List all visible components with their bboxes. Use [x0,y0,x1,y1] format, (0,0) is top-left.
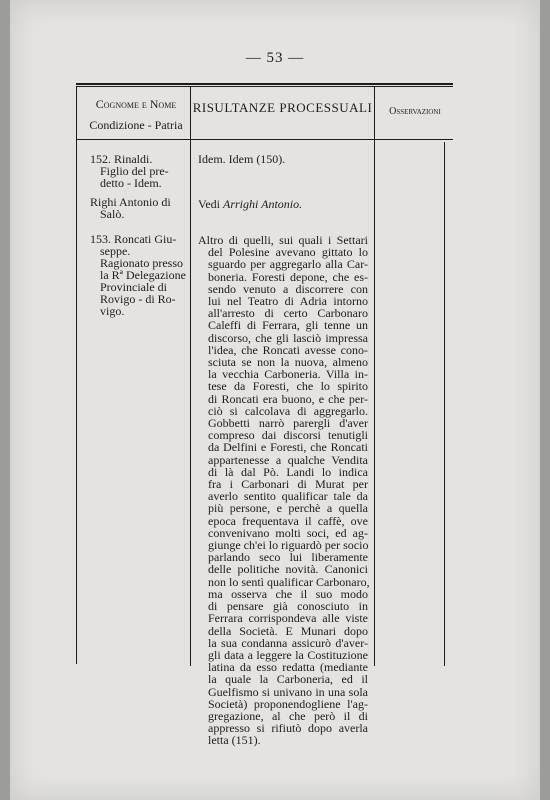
person-line: Provinciale di [100,280,167,294]
result-line: Caleffi di Ferrara, gli tenne un [208,318,368,333]
header-condition-label: Condizione - Patria [89,118,183,132]
header-results-column: RISULTANZE PROCESSUALI [192,100,373,115]
table-right-border [444,142,445,666]
result-line: la sua condanna assicurò d'aver- [208,635,368,650]
person-line: 153. Roncati Giu- [90,232,177,246]
result-line: di Roncati era buono, e che per- [208,391,368,406]
person-line: detto - Idem. [100,176,162,190]
result-line: fra i Carbonari di Murat per [208,477,368,492]
table-top-rule-thin [76,86,453,87]
header-name-column [82,94,190,136]
page-number: — 53 — [245,50,305,66]
result-line: Società) proponendogliene l'ag- [208,696,368,711]
result-line: giunge ch'ei lo riguardò per socio [208,538,369,553]
result-line: appartenesse a qualche Vendita [208,452,368,467]
entry-righi-result [198,198,368,210]
result-line: tese da Foresti, che lo spirito [208,379,368,394]
result-line: gli data a leggere la Costituzione [208,647,368,662]
result-line: compreso dai discorsi tenutigli [208,428,368,443]
person-line: Righi Antonio di [90,195,171,209]
result-line: la quale la Carboneria, ed il [208,672,368,687]
result-line: di pensare già conosciuto in [208,599,368,614]
result-line: l'idea, che Roncati avesse cono- [208,342,368,357]
result-line: non lo sentì qualificar Carbonaro, [208,574,370,589]
result-line: gregazione, al che però il di [208,708,368,723]
result-line: sciuta se non la nuova, almeno [208,355,368,370]
result-line: convenivano molti soci, ed ag- [208,525,368,540]
result-line: discorso, che gli lasciò impressa [208,330,368,345]
result-line: la vecchia Carboneria. Villa in- [208,367,368,382]
result-line: di là dal Pò. Landi lo indica [208,464,368,479]
result-line: averlo sentito qualificar tale da [208,489,368,504]
result-line: lui nel Teatro di Adria intorno [208,294,368,309]
person-line: Salò. [100,207,125,221]
result-line: epoca frequentava il caffè, ove [208,513,368,528]
result-line: letta (151). [208,733,261,748]
person-line: vigo. [100,304,125,318]
entry-152-person [90,153,186,189]
result-line: boneria. Foresti depone, che es- [208,269,368,284]
person-line: seppe. [100,244,131,258]
person-line: Figlio del pre- [100,164,169,178]
result-line: appresso si rifiutò dopo averla [208,721,368,736]
result-text: Idem. Idem (150). [198,152,286,166]
result-line: sendo venuto a discorrere con [208,281,368,296]
entry-153-result [198,234,368,747]
result-prefix: Vedi [198,197,223,211]
result-line: Altro di quelli, sui quali i Settari [198,233,368,247]
person-line: Ragionato presso [100,256,183,270]
entry-152-result [198,153,368,165]
result-line: parlando seco lui liberamente [208,550,368,565]
header-observations-column: Osservazioni [389,106,441,117]
result-line: ma osserva che il suo modo [208,586,368,601]
result-line: più persone, e perchè a quella [208,501,368,516]
result-line: Guelfismo si univano in una sola [208,684,368,699]
result-line: sguardo per aggregarlo alla Car- [208,257,368,272]
table-top-rule [76,83,453,85]
result-line: da Delfini e Foresti, che Roncati [208,440,368,455]
result-line: all'arresto di certo Carbonaro [208,306,368,321]
result-line: latina da esso redatta (mediante [208,660,368,675]
result-line: delle politiche novità. Canonici [208,562,368,577]
entry-153-person [90,233,186,317]
person-line: Rovigo - di Ro- [100,292,176,306]
result-line: Ferrara corrispondeva alle viste [208,611,368,626]
column-divider-2 [374,86,375,666]
column-divider-1 [190,86,191,666]
result-line: Gobbetti narrò parergli d'aver [208,416,368,431]
header-name-label: Cognome e Nome [95,97,177,111]
person-line: la Rª Delegazione [100,268,186,282]
book-page [10,0,540,800]
table-left-border [76,86,77,664]
person-line: 152. Rinaldi. [90,152,153,166]
result-line: ciò si calcolava di aggregarlo. [208,403,368,418]
entry-righi-person [90,196,186,220]
table-header-rule [76,139,453,140]
result-crossref: Arrighi Antonio. [223,197,303,211]
result-line: della Società. E Munari dopo [208,623,368,638]
result-line: del Polesine avevano gittato lo [208,245,368,260]
